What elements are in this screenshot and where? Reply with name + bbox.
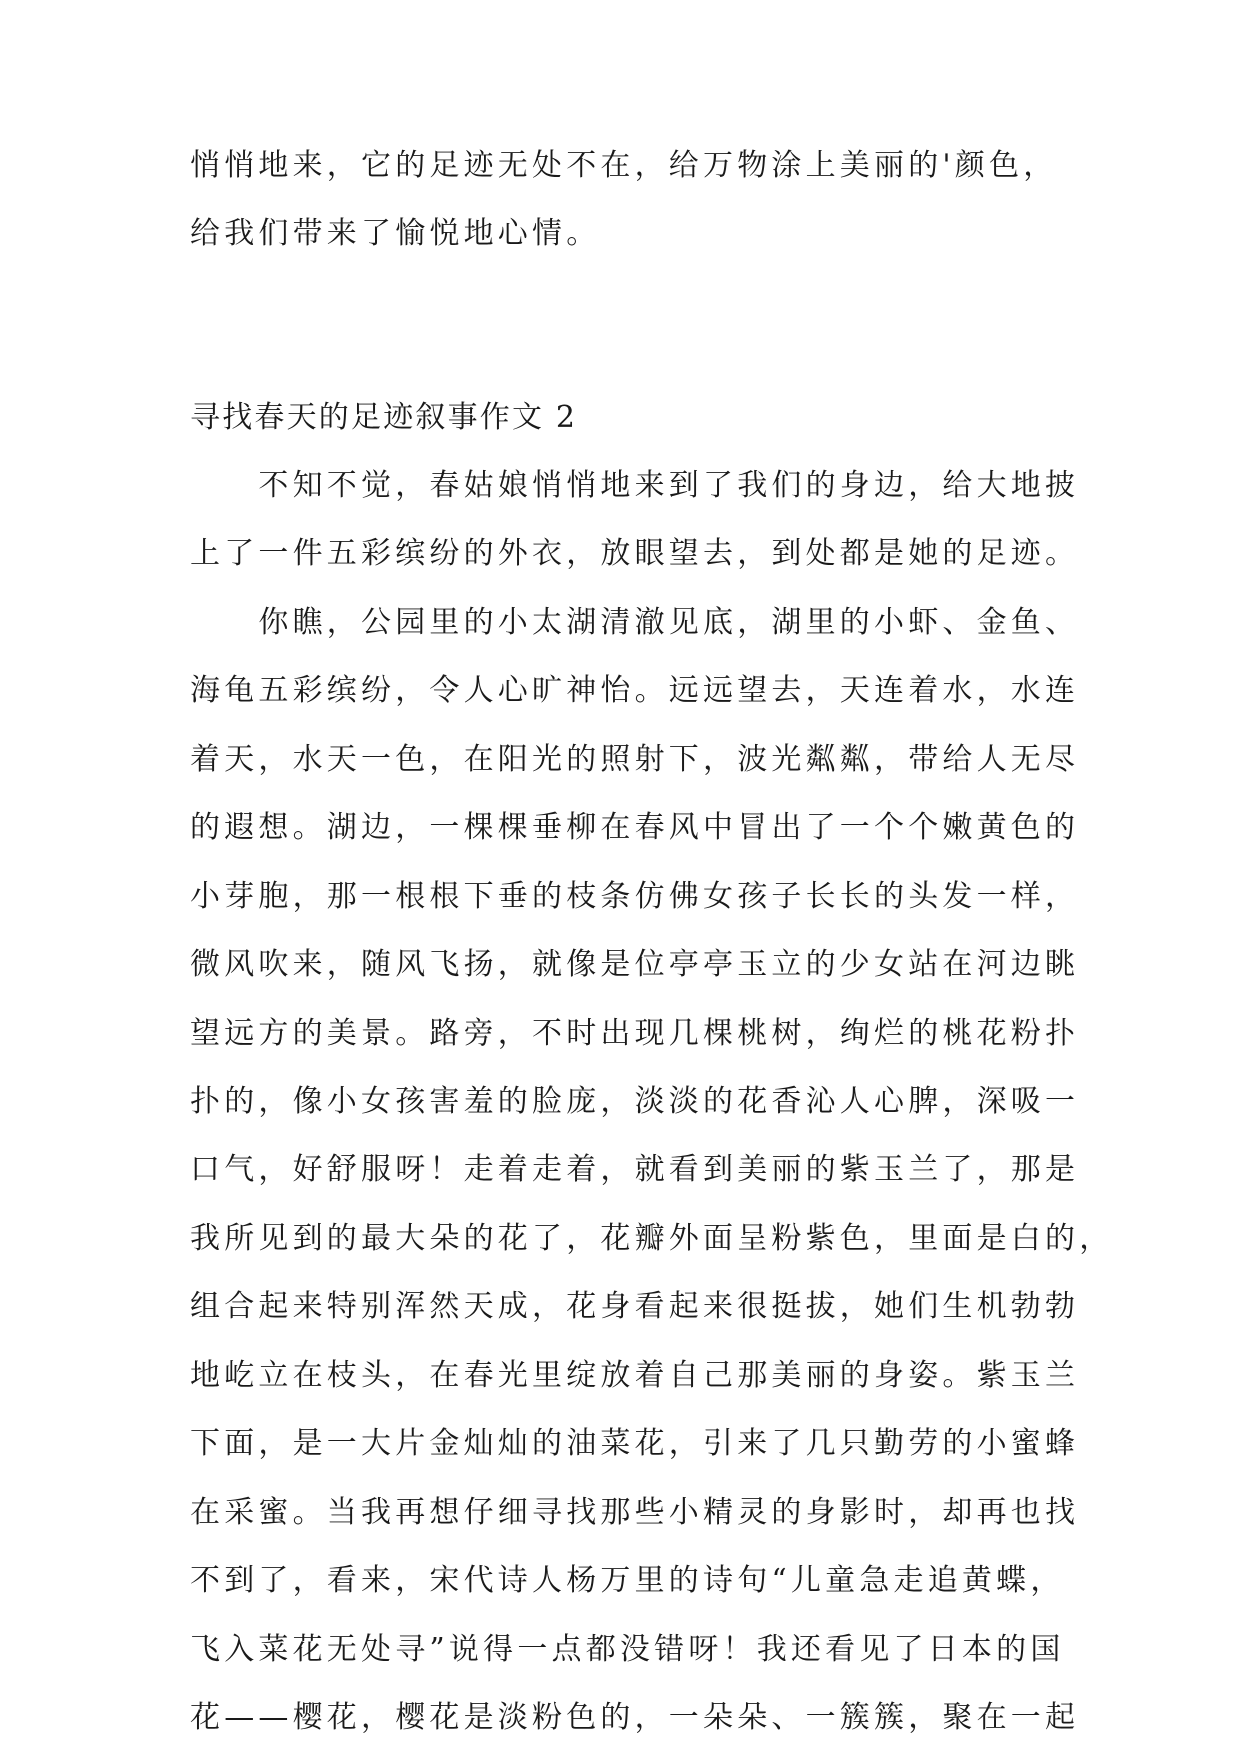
paragraph-line: 微风吹来，随风飞扬，就像是位亭亭玉立的少女站在河边眺 [190, 947, 1080, 982]
paragraph-line: 不知不觉，春姑娘悄悄地来到了我们的身边，给大地披 [190, 468, 1080, 503]
paragraph-line: 飞入菜花无处寻”说得一点都没错呀！我还看见了日本的国 [190, 1632, 1065, 1667]
paragraph-line: 花——樱花，樱花是淡粉色的，一朵朵、一簇簇，聚在一起 [190, 1700, 1080, 1735]
paragraph-line: 你瞧，公园里的小太湖清澈见底，湖里的小虾、金鱼、 [190, 605, 1080, 640]
intro-line: 悄悄地来，它的足迹无处不在，给万物涂上美丽的'颜色， [190, 148, 1058, 183]
paragraph-line: 上了一件五彩缤纷的外衣，放眼望去，到处都是她的足迹。 [190, 536, 1080, 571]
section-title: 寻找春天的足迹叙事作文 2 [190, 400, 578, 435]
paragraph-line: 下面，是一大片金灿灿的油菜花，引来了几只勤劳的小蜜蜂 [190, 1426, 1080, 1461]
paragraph-line: 组合起来特别浑然天成，花身看起来很挺拔，她们生机勃勃 [190, 1289, 1080, 1324]
paragraph-line: 地屹立在枝头，在春光里绽放着自己那美丽的身姿。紫玉兰 [190, 1358, 1080, 1393]
paragraph-line: 海龟五彩缤纷，令人心旷神怡。远远望去，天连着水，水连 [190, 673, 1080, 708]
intro-line: 给我们带来了愉悦地心情。 [190, 216, 601, 251]
paragraph-line: 着天，水天一色，在阳光的照射下，波光粼粼，带给人无尽 [190, 742, 1080, 777]
paragraph-line: 不到了，看来，宋代诗人杨万里的诗句“儿童急走追黄蝶， [190, 1563, 1065, 1598]
paragraph-line: 小芽胞，那一根根下垂的枝条仿佛女孩子长长的头发一样， [190, 879, 1080, 914]
paragraph-line: 扑的，像小女孩害羞的脸庞，淡淡的花香沁人心脾，深吸一 [190, 1084, 1080, 1119]
paragraph-line: 口气，好舒服呀！走着走着，就看到美丽的紫玉兰了，那是 [190, 1152, 1080, 1187]
paragraph-line: 我所见到的最大朵的花了，花瓣外面呈粉紫色，里面是白的， [190, 1221, 1114, 1256]
paragraph-line: 在采蜜。当我再想仔细寻找那些小精灵的身影时，却再也找 [190, 1495, 1080, 1530]
paragraph-line: 望远方的美景。路旁，不时出现几棵桃树，绚烂的桃花粉扑 [190, 1016, 1080, 1051]
paragraph-line: 的遐想。湖边，一棵棵垂柳在春风中冒出了一个个嫩黄色的 [190, 810, 1080, 845]
